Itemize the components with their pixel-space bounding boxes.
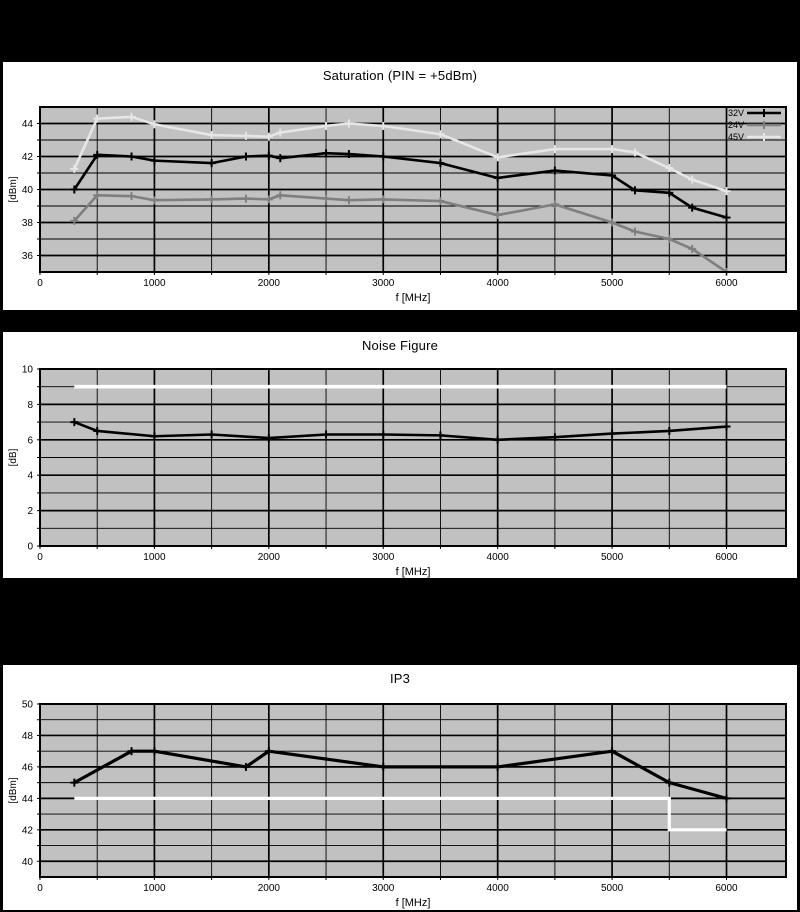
x-tick-label: 1000 xyxy=(143,278,166,289)
ip3-chart xyxy=(3,665,797,910)
noise-figure-chart-title: Noise Figure xyxy=(361,338,439,353)
noise-figure-chart xyxy=(3,332,797,578)
x-tick-label: 3000 xyxy=(372,883,395,894)
y-axis-label: [dBm] xyxy=(8,176,19,203)
y-tick-labels xyxy=(22,700,34,868)
x-tick-label: 4000 xyxy=(486,552,509,563)
x-axis-label: f [MHz] xyxy=(395,292,431,304)
y-tick-label: 42 xyxy=(21,152,33,163)
legend-label-45V: 45V xyxy=(727,132,744,142)
y-tick-label: 4 xyxy=(27,470,33,482)
x-tick-label: 4000 xyxy=(486,278,509,289)
legend xyxy=(728,108,781,142)
legend-label-24V: 24V xyxy=(727,120,744,130)
x-tick-label: 2000 xyxy=(257,278,280,289)
y-tick-label: 48 xyxy=(21,730,33,742)
saturation-chart xyxy=(3,62,797,310)
ip3-plot xyxy=(3,665,797,910)
x-tick-label: 6000 xyxy=(715,552,738,563)
x-tick-labels xyxy=(37,552,738,563)
y-tick-label: 40 xyxy=(21,856,33,868)
y-tick-label: 0 xyxy=(27,541,33,553)
saturation-chart-title: Saturation (PIN = +5dBm) xyxy=(322,68,478,83)
x-tick-label: 3000 xyxy=(372,278,395,289)
y-axis-label: [dB] xyxy=(8,448,19,467)
ip3-chart-title: IP3 xyxy=(389,671,411,686)
y-tick-label: 36 xyxy=(21,251,33,262)
y-tick-label: 6 xyxy=(27,435,33,447)
x-tick-label: 6000 xyxy=(715,883,738,894)
y-axis-label: [dBm] xyxy=(8,777,19,804)
y-tick-labels xyxy=(22,119,34,262)
x-axis-label: f [MHz] xyxy=(395,897,431,909)
x-tick-label: 1000 xyxy=(143,883,166,894)
x-tick-label: 0 xyxy=(37,883,43,894)
y-tick-label: 2 xyxy=(27,506,33,518)
saturation-pin-5dbm--plot xyxy=(3,62,797,310)
x-tick-labels xyxy=(37,883,738,894)
noise-figure-plot xyxy=(3,332,797,578)
y-tick-label: 44 xyxy=(21,793,33,805)
x-tick-label: 6000 xyxy=(715,278,738,289)
x-tick-label: 5000 xyxy=(600,278,624,289)
x-tick-label: 0 xyxy=(37,278,43,289)
y-tick-label: 42 xyxy=(21,825,33,837)
x-tick-label: 4000 xyxy=(486,883,509,894)
x-tick-label: 5000 xyxy=(600,552,624,563)
y-tick-labels xyxy=(22,365,34,553)
x-axis-label: f [MHz] xyxy=(395,566,431,578)
x-tick-label: 0 xyxy=(37,552,43,563)
x-tick-label: 3000 xyxy=(372,552,395,563)
y-tick-label: 46 xyxy=(21,762,33,774)
y-tick-label: 40 xyxy=(21,185,33,196)
y-tick-label: 38 xyxy=(21,218,33,229)
x-tick-label: 2000 xyxy=(257,552,280,563)
x-tick-label: 5000 xyxy=(600,883,624,894)
y-tick-label: 50 xyxy=(21,699,33,711)
y-tick-label: 8 xyxy=(27,399,33,411)
legend-label-32V: 32V xyxy=(727,108,744,118)
y-tick-label: 10 xyxy=(21,364,33,376)
x-tick-label: 1000 xyxy=(143,552,166,563)
x-tick-label: 2000 xyxy=(257,883,280,894)
y-tick-label: 44 xyxy=(21,119,33,130)
x-tick-labels xyxy=(37,278,738,289)
plot-area xyxy=(40,704,786,877)
